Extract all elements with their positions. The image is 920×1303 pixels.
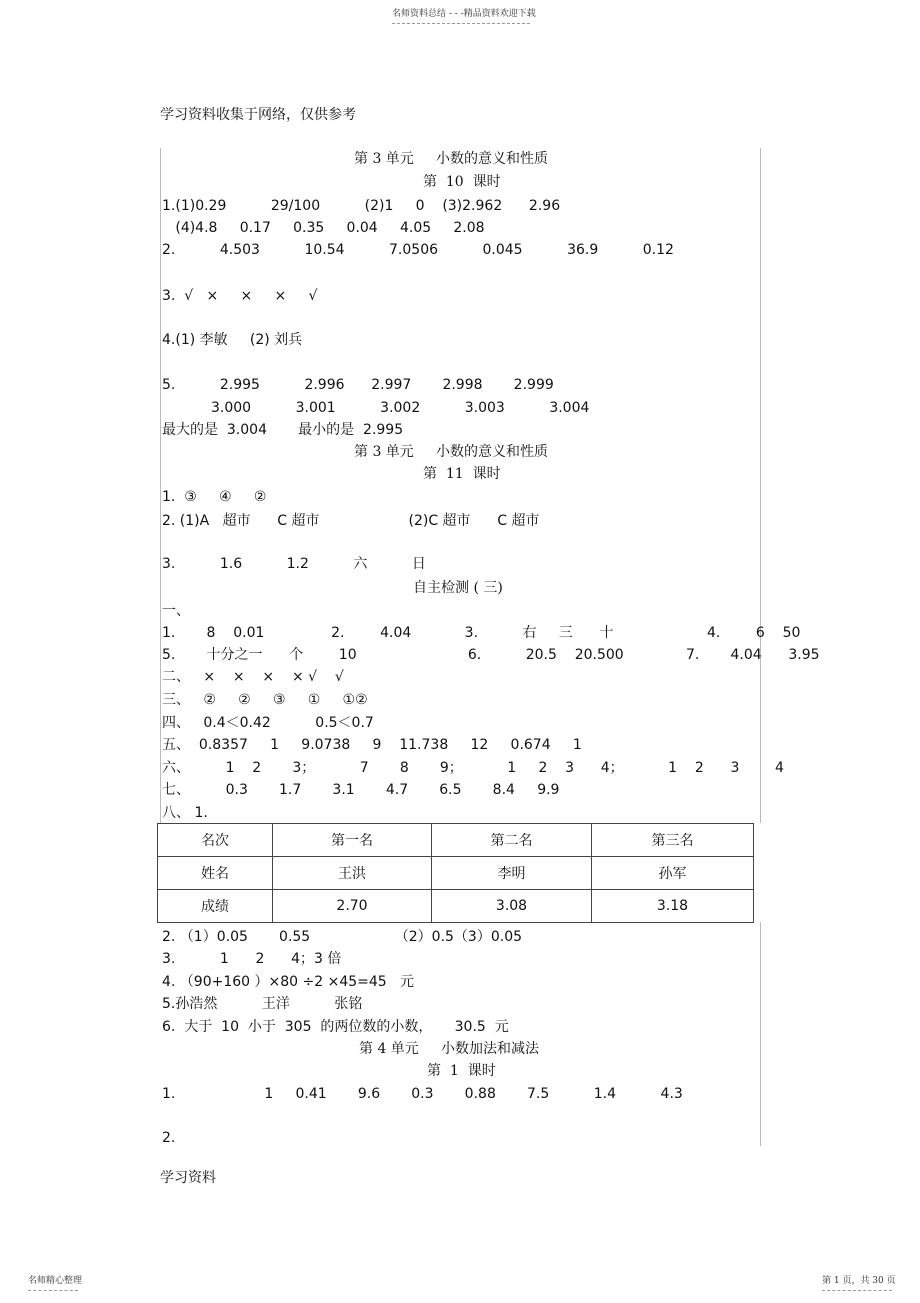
- table-cell: 名次: [158, 824, 273, 857]
- answer-line: 六、 1 2 3； 7 8 9； 1 2 3 4； 1 2 3 4: [162, 760, 784, 776]
- answer-line: 4.(1) 李敏 (2) 刘兵: [162, 332, 303, 348]
- answer-line: 1. ③ ④ ②: [162, 489, 267, 505]
- section-title: 自主检测 ( 三): [413, 580, 503, 596]
- header-dash-line: [392, 23, 530, 24]
- table-cell: 第三名: [592, 824, 754, 857]
- answer-line: 6. 大于 10 小于 305 的两位数的小数， 30.5 元: [162, 1019, 509, 1035]
- table-row: [158, 857, 754, 890]
- answer-line: 七、 0.3 1.7 3.1 4.7 6.5 8.4 9.9: [162, 782, 560, 798]
- answer-line: 五、 0.8357 1 9.0738 9 11.738 12 0.674 1: [162, 737, 582, 753]
- answer-line: 1. 1 0.41 9.6 0.3 0.88 7.5 1.4 4.3: [162, 1086, 683, 1102]
- answer-line: 5. 2.995 2.996 2.997 2.998 2.999: [162, 377, 554, 393]
- answer-line: 3. 1 2 4；3 倍: [162, 951, 342, 967]
- unit-title: 第 3 单元 小数的意义和性质: [354, 444, 549, 460]
- table-cell: 孙军: [592, 857, 754, 890]
- footer-right-dash: [822, 1290, 892, 1291]
- answer-line: 4. （90+160 ）×80 ÷2 ×45=45 元: [162, 974, 415, 990]
- table-cell: 3.08: [432, 890, 592, 923]
- answer-line: 5.孙浩然 王洋 张铭: [162, 996, 363, 1012]
- footer-left: 名师精心整理: [28, 1276, 83, 1286]
- page-header: 名师资料总结 - - -精品资料欢迎下载: [392, 9, 536, 19]
- answer-line: 5. 十分之一 个 10 6. 20.5 20.500 7. 4.04 3.95: [162, 647, 820, 663]
- table-cell: 2.70: [273, 890, 432, 923]
- lesson-title: 第 1 课时: [427, 1063, 496, 1079]
- lesson-title: 第 11 课时: [423, 466, 501, 482]
- lesson-title: 第 10 课时: [423, 174, 501, 190]
- table-cell: 成绩: [158, 890, 273, 923]
- table-cell: 姓名: [158, 857, 273, 890]
- frame-right-line: [760, 148, 761, 823]
- frame-right-line-lower: [760, 922, 761, 1146]
- answer-line: 1. 8 0.01 2. 4.04 3. 右 三 十 4. 6 50: [162, 625, 801, 641]
- answer-line: 2. (1)A 超市 C 超市 (2)C 超市 C 超市: [162, 513, 540, 529]
- table-cell: 第二名: [432, 824, 592, 857]
- answer-line: 2. （1）0.05 0.55 （2）0.5（3）0.05: [162, 929, 523, 945]
- answer-line: 最大的是 3.004 最小的是 2.995: [162, 422, 404, 438]
- answer-line: 一、: [162, 603, 190, 619]
- page-number: 第 1 页，共 30 页: [822, 1276, 896, 1286]
- answer-line: 三、 ② ② ③ ① ①②: [162, 692, 368, 708]
- unit-title: 第 4 单元 小数加法和减法: [359, 1041, 540, 1057]
- answer-line: 八、 1.: [162, 805, 208, 821]
- answer-line: 2.: [162, 1130, 176, 1146]
- watermark-bottom: 学习资料: [160, 1170, 216, 1186]
- answer-line: 四、 0.4＜0.42 0.5＜0.7: [162, 715, 374, 731]
- footer-left-dash: [28, 1290, 78, 1291]
- watermark-top: 学习资料收集于网络，仅供参考: [160, 107, 356, 123]
- table-cell: 王洪: [273, 857, 432, 890]
- table-cell: 第一名: [273, 824, 432, 857]
- answer-line: 3. 1.6 1.2 六 日: [162, 556, 426, 572]
- table-row: [158, 824, 754, 857]
- unit-title: 第 3 单元 小数的意义和性质: [354, 151, 549, 167]
- answer-line: 1.(1)0.29 29/100 (2)1 0 (3)2.962 2.96: [162, 198, 561, 214]
- frame-left-line: [160, 148, 161, 823]
- answer-line: 2. 4.503 10.54 7.0506 0.045 36.9 0.12: [162, 242, 674, 258]
- answer-line: 3. √ × × × √: [162, 288, 318, 304]
- table-cell: 李明: [432, 857, 592, 890]
- ranking-table: [157, 823, 754, 923]
- table-cell: 3.18: [592, 890, 754, 923]
- answer-line: 3.000 3.001 3.002 3.003 3.004: [211, 400, 590, 416]
- answer-line: 二、 × × × × √ √: [162, 669, 344, 685]
- table-row: [158, 890, 754, 923]
- answer-line: (4)4.8 0.17 0.35 0.04 4.05 2.08: [162, 220, 485, 236]
